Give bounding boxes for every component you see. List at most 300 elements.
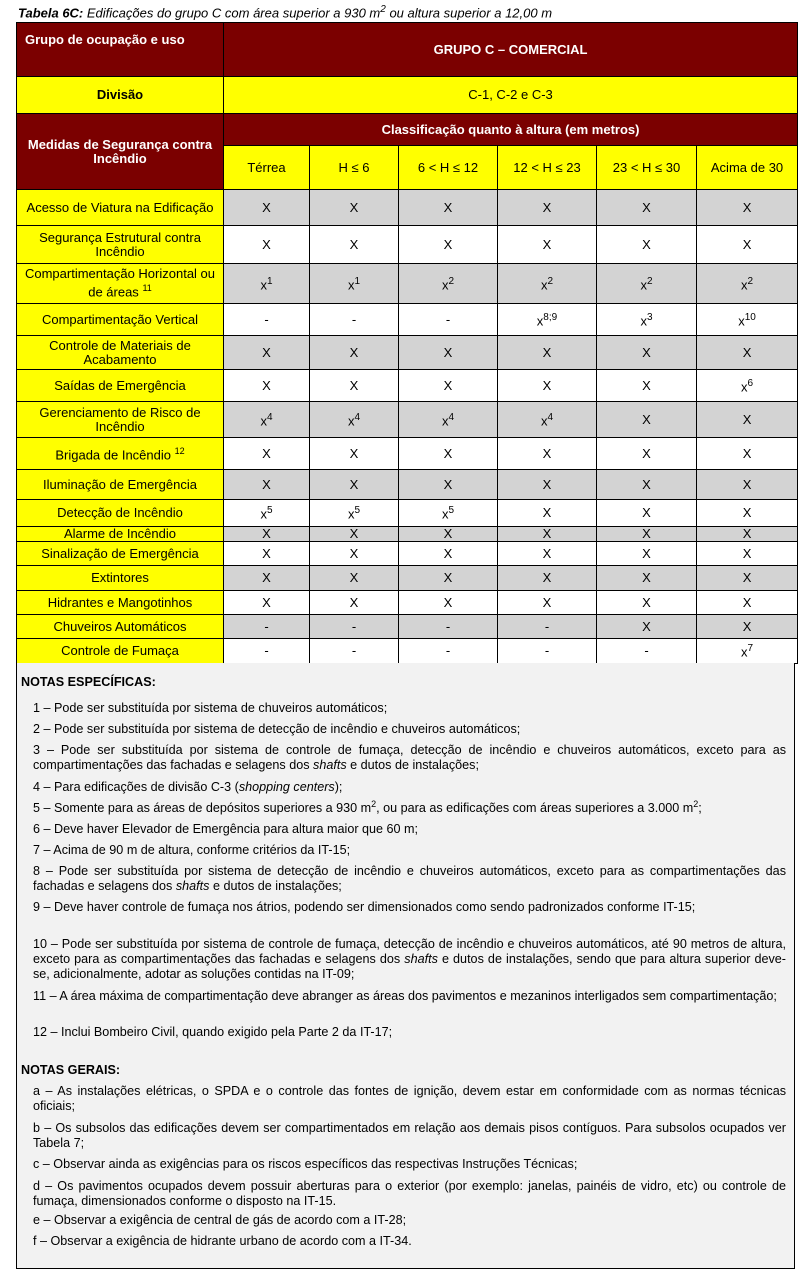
requirement-cell bbox=[310, 264, 399, 304]
requirement-cell bbox=[224, 304, 310, 336]
requirement-cell bbox=[697, 566, 798, 591]
row-label-text: Brigada de Incêndio bbox=[55, 447, 171, 463]
table-caption bbox=[18, 4, 552, 20]
table-row bbox=[17, 190, 798, 226]
requirement-cell bbox=[697, 527, 798, 542]
requirement-mark: x bbox=[540, 413, 548, 429]
requirement-cell bbox=[697, 591, 798, 615]
note-text: 8 – Pode ser substituída por sistema de detecção de incêndio e chuveiros automáticos, exceto para as compartimentações das fachadas e selagens dos bbox=[33, 864, 786, 893]
requirement-mark: X bbox=[349, 476, 359, 492]
note-item bbox=[33, 798, 786, 816]
requirement-mark: X bbox=[742, 199, 752, 215]
requirement-cell bbox=[310, 615, 399, 639]
note-item bbox=[33, 1025, 786, 1040]
row-label bbox=[17, 500, 224, 527]
requirement-mark: X bbox=[742, 411, 752, 427]
requirement-cell bbox=[399, 264, 498, 304]
requirement-mark: X bbox=[349, 236, 359, 252]
column-header: 12 < H ≤ 23 bbox=[498, 146, 597, 190]
table-row bbox=[17, 639, 798, 664]
ocupacao-label: Grupo de ocupação e uso bbox=[17, 23, 224, 77]
note-text: a – As instalações elétricas, o SPDA e o controle das fontes de ignição, devem estar em conformidade com as normas técnicas oficiais; bbox=[33, 1084, 786, 1113]
requirement-mark: X bbox=[542, 476, 552, 492]
requirement-mark: X bbox=[349, 526, 359, 541]
table-row bbox=[17, 527, 798, 542]
requirement-mark: x bbox=[741, 644, 748, 660]
row-label bbox=[17, 591, 224, 615]
requirement-mark: X bbox=[642, 236, 651, 252]
requirement-cell bbox=[498, 190, 597, 226]
requirement-cell bbox=[697, 190, 798, 226]
row-label-text: Compartimentação Vertical bbox=[41, 311, 199, 327]
requirement-mark: X bbox=[542, 236, 552, 252]
requirement-mark: X bbox=[742, 236, 752, 252]
requirement-mark: X bbox=[642, 570, 651, 585]
note-item bbox=[33, 900, 786, 915]
requirement-mark: X bbox=[742, 618, 752, 634]
requirement-mark: - bbox=[351, 643, 357, 658]
requirement-note-ref: 2 bbox=[448, 275, 455, 287]
note-text: 11 – A área máxima de compartimentação deve abranger as áreas dos pavimentos e mezaninos interligados sem compartimentação; bbox=[33, 989, 777, 1003]
row-label-text: Controle de Materiais de Acabamento bbox=[49, 337, 191, 367]
caption-sup: 2 bbox=[380, 4, 386, 15]
row-label bbox=[17, 190, 224, 226]
requirement-note-ref: 1 bbox=[354, 275, 361, 287]
note-item bbox=[33, 1157, 786, 1172]
row-label bbox=[17, 264, 224, 304]
requirement-mark: - bbox=[264, 618, 269, 634]
requirement-mark: - bbox=[544, 643, 550, 658]
requirement-cell bbox=[597, 438, 697, 470]
requirement-cell bbox=[498, 226, 597, 264]
note-text: e – Observar a exigência de central de gás de acordo com a IT-28; bbox=[33, 1213, 407, 1227]
requirement-note-ref: 8;9 bbox=[543, 311, 558, 323]
requirement-cell bbox=[310, 438, 399, 470]
requirement-cell bbox=[224, 370, 310, 402]
requirement-mark: x bbox=[741, 277, 748, 293]
requirement-cell bbox=[310, 370, 399, 402]
requirement-mark: x bbox=[640, 313, 647, 329]
requirement-mark: X bbox=[642, 445, 651, 461]
notes-section bbox=[16, 663, 795, 1269]
requirements-table bbox=[16, 22, 798, 664]
requirement-mark: X bbox=[542, 377, 552, 393]
requirement-mark: x bbox=[260, 506, 267, 522]
requirement-note-ref: 5 bbox=[448, 505, 455, 517]
requirement-cell bbox=[399, 304, 498, 336]
requirement-cell bbox=[597, 226, 697, 264]
row-label bbox=[17, 336, 224, 370]
requirement-mark: X bbox=[642, 618, 651, 634]
column-header: 6 < H ≤ 12 bbox=[399, 146, 498, 190]
requirement-cell bbox=[399, 542, 498, 566]
requirement-cell bbox=[498, 639, 597, 664]
requirement-cell bbox=[498, 336, 597, 370]
requirement-mark: X bbox=[262, 476, 271, 492]
requirement-mark: X bbox=[262, 526, 271, 541]
requirement-mark: X bbox=[443, 526, 453, 541]
requirement-mark: X bbox=[443, 377, 453, 393]
requirement-note-ref: 2 bbox=[547, 275, 554, 287]
requirement-mark: X bbox=[742, 344, 752, 360]
note-item bbox=[33, 1179, 786, 1209]
requirement-mark: X bbox=[642, 526, 651, 541]
requirement-note-ref: 5 bbox=[266, 505, 273, 517]
row-label bbox=[17, 615, 224, 639]
requirement-cell bbox=[597, 566, 697, 591]
note-item bbox=[33, 822, 786, 837]
row-label-text: Hidrantes e Mangotinhos bbox=[47, 594, 193, 610]
requirement-cell bbox=[399, 226, 498, 264]
requirement-note-ref: 5 bbox=[354, 505, 361, 517]
row-label bbox=[17, 470, 224, 500]
requirement-mark: x bbox=[738, 313, 745, 329]
requirement-note-ref: 4 bbox=[448, 411, 455, 423]
requirement-mark: X bbox=[542, 505, 552, 520]
requirement-mark: X bbox=[542, 570, 552, 585]
row-label-note: 12 bbox=[174, 446, 185, 457]
requirement-cell bbox=[697, 438, 798, 470]
requirement-cell bbox=[597, 402, 697, 438]
requirement-cell bbox=[310, 336, 399, 370]
requirement-mark: X bbox=[542, 445, 552, 461]
requirement-mark: X bbox=[742, 445, 752, 461]
requirement-mark: x bbox=[741, 379, 748, 395]
requirement-cell bbox=[310, 527, 399, 542]
column-header: Acima de 30 bbox=[697, 146, 798, 190]
notes-title: NOTAS ESPECÍFICAS: bbox=[21, 675, 156, 689]
note-item bbox=[33, 780, 786, 795]
requirement-note-ref: 2 bbox=[646, 275, 653, 287]
requirement-cell bbox=[597, 190, 697, 226]
table-row bbox=[17, 566, 798, 591]
requirement-mark: X bbox=[642, 411, 651, 427]
requirement-mark: X bbox=[349, 594, 359, 610]
requirement-cell bbox=[498, 264, 597, 304]
table-row bbox=[17, 370, 798, 402]
note-text: 2 – Pode ser substituída por sistema de detecção de incêndio e chuveiros automáticos; bbox=[33, 722, 521, 736]
requirement-mark: - bbox=[544, 618, 550, 634]
note-item bbox=[33, 722, 786, 737]
requirement-mark: X bbox=[443, 545, 453, 561]
requirement-mark: X bbox=[443, 199, 453, 215]
requirement-cell bbox=[310, 470, 399, 500]
requirement-cell bbox=[498, 615, 597, 639]
row-label bbox=[17, 566, 224, 591]
requirement-note-ref: 1 bbox=[266, 275, 273, 287]
table-row bbox=[17, 336, 798, 370]
requirement-cell bbox=[399, 438, 498, 470]
requirement-mark: X bbox=[262, 377, 271, 393]
requirement-cell bbox=[224, 500, 310, 527]
requirement-note-ref: 3 bbox=[646, 311, 653, 323]
requirement-cell bbox=[597, 304, 697, 336]
note-text: c – Observar ainda as exigências para os riscos específicos das respectivas Instruções Técnicas; bbox=[33, 1157, 578, 1171]
requirement-cell bbox=[697, 304, 798, 336]
requirement-cell bbox=[498, 402, 597, 438]
row-label-text: Sinalização de Emergência bbox=[41, 545, 199, 561]
requirement-mark: X bbox=[349, 545, 359, 561]
note-item bbox=[33, 701, 786, 716]
note-item bbox=[33, 989, 786, 1004]
requirement-mark: - bbox=[445, 311, 451, 327]
row-label-text: Chuveiros Automáticos bbox=[53, 618, 187, 634]
row-label-text: Saídas de Emergência bbox=[54, 377, 186, 393]
requirement-mark: X bbox=[349, 377, 359, 393]
medidas-label: Medidas de Segurança contra Incêndio bbox=[17, 114, 224, 190]
requirement-cell bbox=[697, 615, 798, 639]
requirement-cell bbox=[310, 402, 399, 438]
requirement-mark: X bbox=[262, 545, 271, 561]
table-row bbox=[17, 591, 798, 615]
row-label-text: Extintores bbox=[91, 570, 149, 585]
requirement-cell bbox=[224, 264, 310, 304]
requirement-cell bbox=[224, 542, 310, 566]
requirement-mark: X bbox=[262, 594, 271, 610]
requirement-cell bbox=[310, 542, 399, 566]
requirement-cell bbox=[399, 402, 498, 438]
requirement-cell bbox=[597, 615, 697, 639]
requirement-mark: - bbox=[644, 643, 649, 658]
row-label-note: 11 bbox=[142, 283, 152, 294]
note-text: e dutos de instalações; bbox=[346, 758, 479, 772]
requirement-cell bbox=[697, 470, 798, 500]
row-label bbox=[17, 370, 224, 402]
requirement-note-ref: 4 bbox=[547, 411, 554, 423]
requirement-cell bbox=[310, 304, 399, 336]
requirement-cell bbox=[399, 527, 498, 542]
requirement-cell bbox=[498, 542, 597, 566]
requirement-cell bbox=[597, 336, 697, 370]
row-label bbox=[17, 304, 224, 336]
note-text: 12 – Inclui Bombeiro Civil, quando exigido pela Parte 2 da IT-17; bbox=[33, 1025, 393, 1039]
note-item bbox=[33, 1213, 786, 1228]
divisao-value: C-1, C-2 e C-3 bbox=[224, 77, 798, 114]
table-row bbox=[17, 226, 798, 264]
requirement-cell bbox=[597, 470, 697, 500]
requirement-mark: - bbox=[264, 311, 269, 327]
note-item bbox=[33, 843, 786, 858]
note-text: 6 – Deve haver Elevador de Emergência para altura maior que 60 m; bbox=[33, 822, 419, 836]
note-item bbox=[33, 864, 786, 894]
requirement-mark: x bbox=[640, 277, 647, 293]
note-emphasis: shafts bbox=[175, 879, 210, 893]
requirement-mark: - bbox=[351, 311, 357, 327]
note-sup: 2 bbox=[371, 798, 377, 809]
table-row bbox=[17, 500, 798, 527]
requirement-note-ref: 2 bbox=[747, 275, 754, 287]
requirement-cell bbox=[224, 438, 310, 470]
requirement-mark: X bbox=[742, 570, 752, 585]
caption-label: Tabela 6C: bbox=[18, 5, 84, 21]
requirement-mark: X bbox=[443, 476, 453, 492]
requirement-cell bbox=[597, 500, 697, 527]
requirement-cell bbox=[224, 336, 310, 370]
note-text: 7 – Acima de 90 m de altura, conforme critérios da IT-15; bbox=[33, 843, 351, 857]
row-label bbox=[17, 639, 224, 664]
requirement-cell bbox=[310, 226, 399, 264]
note-text: ; bbox=[698, 801, 702, 815]
column-header: 23 < H ≤ 30 bbox=[597, 146, 697, 190]
requirement-mark: X bbox=[443, 570, 453, 585]
caption-text-a: Edificações do grupo C com área superior a 930 m bbox=[83, 5, 381, 21]
row-label-text: Detecção de Incêndio bbox=[57, 505, 183, 520]
requirement-mark: x bbox=[540, 277, 548, 293]
requirement-cell bbox=[399, 591, 498, 615]
requirement-mark: - bbox=[445, 643, 451, 658]
table-row bbox=[17, 615, 798, 639]
note-item bbox=[33, 743, 786, 773]
note-text: 3 – Pode ser substituída por sistema de controle de fumaça, detecção de incêndio e chuveiros automáticos, exceto para as compartimentações das fachadas e selagens dos bbox=[33, 743, 786, 772]
requirement-mark: X bbox=[742, 594, 752, 610]
requirement-mark: X bbox=[742, 476, 752, 492]
requirement-mark: X bbox=[642, 594, 651, 610]
note-text: b – Os subsolos das edificações devem ser compartimentados em relação aos demais pisos contíguos. Para subsolos ocupados ver Tabela 7; bbox=[33, 1121, 786, 1150]
requirement-mark: x bbox=[347, 277, 355, 293]
requirement-mark: X bbox=[262, 199, 271, 215]
requirement-cell bbox=[498, 500, 597, 527]
requirement-mark: X bbox=[349, 570, 359, 585]
row-label-text: Segurança Estrutural contra Incêndio bbox=[39, 229, 201, 259]
requirement-cell bbox=[697, 639, 798, 664]
requirement-cell bbox=[399, 639, 498, 664]
requirement-cell bbox=[697, 226, 798, 264]
requirement-cell bbox=[498, 527, 597, 542]
requirement-mark: X bbox=[349, 344, 359, 360]
table-row bbox=[17, 402, 798, 438]
requirement-cell bbox=[224, 527, 310, 542]
table-row bbox=[17, 264, 798, 304]
requirement-cell bbox=[310, 639, 399, 664]
requirement-cell bbox=[597, 370, 697, 402]
requirement-mark: X bbox=[742, 526, 752, 541]
row-label bbox=[17, 527, 224, 542]
requirement-mark: X bbox=[542, 199, 552, 215]
note-text: d – Os pavimentos ocupados devem possuir aberturas para o exterior (por exemplo: janelas, painéis de vidro, etc) ou controle de fumaça, dimensionados conforme o disposto na IT-15. bbox=[33, 1179, 786, 1208]
requirement-cell bbox=[697, 402, 798, 438]
requirement-note-ref: 7 bbox=[747, 643, 754, 655]
note-emphasis: shopping centers bbox=[238, 780, 335, 794]
requirement-mark: X bbox=[542, 545, 552, 561]
row-label bbox=[17, 226, 224, 264]
requirement-mark: X bbox=[349, 445, 359, 461]
requirement-mark: X bbox=[262, 344, 271, 360]
note-text: f – Observar a exigência de hidrante urbano de acordo com a IT-34. bbox=[33, 1234, 412, 1248]
requirement-cell bbox=[498, 370, 597, 402]
requirement-cell bbox=[310, 190, 399, 226]
column-header: Térrea bbox=[224, 146, 310, 190]
requirement-cell bbox=[224, 615, 310, 639]
requirement-cell bbox=[224, 591, 310, 615]
requirement-mark: x bbox=[441, 277, 449, 293]
note-text: ); bbox=[334, 780, 343, 794]
note-item bbox=[33, 1234, 786, 1249]
requirement-cell bbox=[498, 566, 597, 591]
row-label-text: Compartimentação Horizontal ou de áreas bbox=[24, 266, 216, 300]
requirement-cell bbox=[697, 370, 798, 402]
note-item bbox=[33, 1084, 786, 1114]
note-text: 5 – Somente para as áreas de depósitos superiores a 930 m bbox=[33, 801, 372, 815]
table-row bbox=[17, 542, 798, 566]
row-label-text: Alarme de Incêndio bbox=[63, 526, 176, 541]
table-row bbox=[17, 438, 798, 470]
table-row bbox=[17, 470, 798, 500]
note-item bbox=[33, 1121, 786, 1151]
note-text: 1 – Pode ser substituída por sistema de chuveiros automáticos; bbox=[33, 701, 388, 715]
requirement-cell bbox=[399, 566, 498, 591]
requirement-mark: X bbox=[742, 505, 752, 520]
requirement-cell bbox=[224, 470, 310, 500]
requirement-mark: - bbox=[445, 618, 451, 634]
caption-text-b: ou altura superior a 12,00 m bbox=[385, 5, 553, 21]
notes-title: NOTAS GERAIS: bbox=[21, 1063, 121, 1077]
row-label-text: Acesso de Viatura na Edificação bbox=[26, 199, 214, 215]
requirement-cell bbox=[697, 500, 798, 527]
requirement-mark: X bbox=[642, 199, 651, 215]
requirement-cell bbox=[310, 591, 399, 615]
requirement-mark: X bbox=[742, 545, 752, 561]
requirement-mark: x bbox=[536, 313, 544, 329]
requirement-mark: X bbox=[349, 199, 359, 215]
requirement-cell bbox=[310, 500, 399, 527]
requirement-cell bbox=[597, 591, 697, 615]
requirement-mark: x bbox=[347, 413, 355, 429]
requirement-mark: x bbox=[441, 413, 449, 429]
note-sup: 2 bbox=[693, 798, 699, 809]
requirement-cell bbox=[224, 226, 310, 264]
note-emphasis: shafts bbox=[313, 758, 347, 772]
requirement-mark: X bbox=[542, 344, 552, 360]
requirement-note-ref: 4 bbox=[354, 411, 361, 423]
requirement-cell bbox=[399, 470, 498, 500]
row-label-text: Controle de Fumaça bbox=[61, 643, 179, 658]
divisao-label: Divisão bbox=[17, 77, 224, 114]
requirement-mark: X bbox=[262, 236, 271, 252]
requirement-cell bbox=[224, 190, 310, 226]
note-emphasis: shafts bbox=[404, 952, 438, 966]
requirement-cell bbox=[498, 304, 597, 336]
requirement-mark: X bbox=[443, 594, 453, 610]
note-item bbox=[33, 937, 786, 982]
requirement-cell bbox=[697, 336, 798, 370]
requirement-mark: X bbox=[443, 445, 453, 461]
requirement-mark: X bbox=[262, 445, 271, 461]
note-text: e dutos de instalações; bbox=[209, 879, 342, 893]
requirement-cell bbox=[224, 402, 310, 438]
requirement-cell bbox=[399, 370, 498, 402]
requirement-cell bbox=[498, 438, 597, 470]
requirement-cell bbox=[498, 470, 597, 500]
requirement-note-ref: 4 bbox=[266, 411, 273, 423]
requirement-cell bbox=[597, 639, 697, 664]
classificacao-label: Classificação quanto à altura (em metros) bbox=[224, 114, 798, 146]
note-text: 4 – Para edificações de divisão C-3 ( bbox=[33, 780, 239, 794]
requirement-mark: X bbox=[642, 476, 651, 492]
requirement-cell bbox=[399, 615, 498, 639]
requirement-cell bbox=[224, 566, 310, 591]
requirement-cell bbox=[399, 336, 498, 370]
requirement-cell bbox=[399, 500, 498, 527]
requirement-cell bbox=[399, 190, 498, 226]
requirement-mark: x bbox=[260, 277, 267, 293]
requirement-mark: x bbox=[441, 506, 449, 522]
requirement-mark: x bbox=[260, 413, 267, 429]
note-text: 9 – Deve haver controle de fumaça nos átrios, podendo ser dimensionados como sendo padronizados conforme IT-15; bbox=[33, 900, 696, 914]
requirement-cell bbox=[498, 591, 597, 615]
requirement-mark: X bbox=[262, 570, 271, 585]
requirement-cell bbox=[597, 527, 697, 542]
note-text: 10 – Pode ser substituída por sistema de controle de fumaça, detecção de incêndio e chuveiros automáticos, até 90 metros de altura, exceto para as compartimentações das fachadas e selagens dos bbox=[33, 937, 786, 966]
